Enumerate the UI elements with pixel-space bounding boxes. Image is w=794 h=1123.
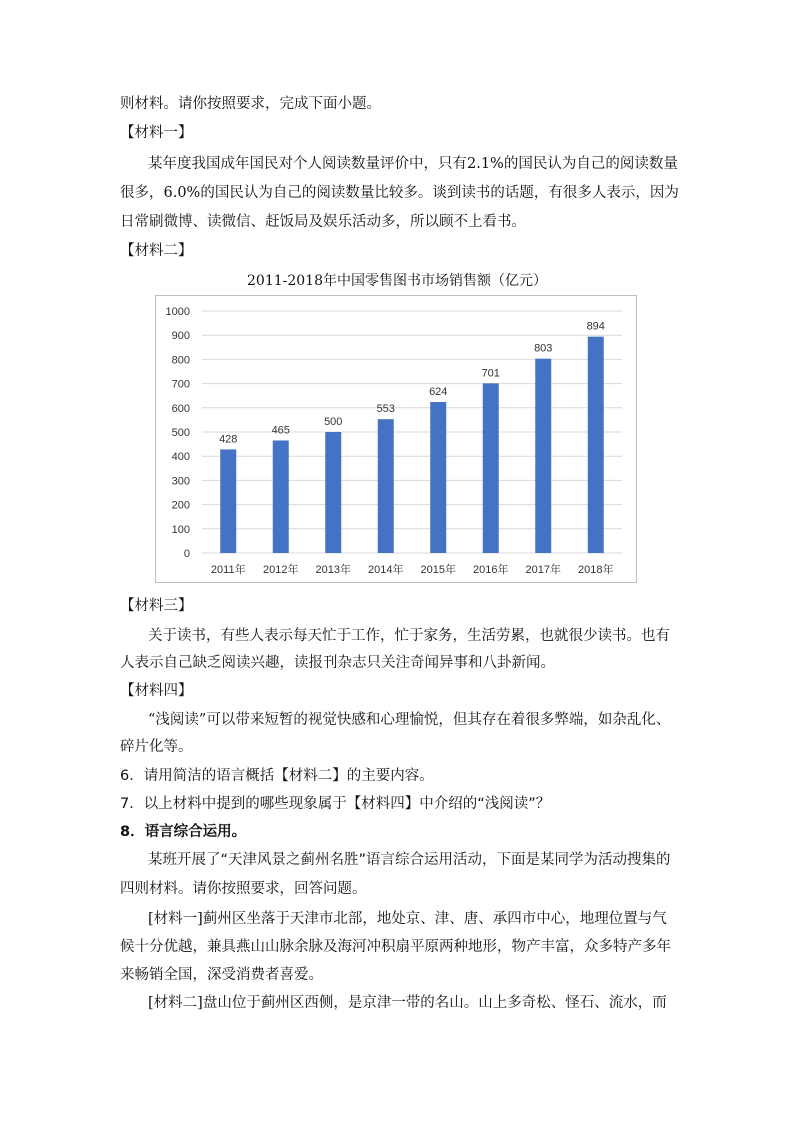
- question-8-intro-1: 某班开展了“天津风景之蓟州名胜”语言综合运用活动，下面是某同学为活动搜集的: [148, 852, 671, 868]
- x-tick-label: 2013年: [315, 564, 351, 576]
- y-tick-label: 800: [171, 354, 190, 367]
- data-label: 803: [534, 342, 553, 355]
- heading-material-4: 【材料四】: [120, 683, 193, 699]
- x-tick-label: 2018年: [578, 564, 614, 576]
- y-tick-label: 600: [171, 402, 190, 415]
- y-tick-label: 300: [171, 475, 190, 488]
- material-3-line-1: 关于读书，有些人表示每天忙于工作，忙于家务，生活劳累，也就很少读书。也有: [148, 628, 670, 644]
- bar: [535, 359, 551, 553]
- bar: [325, 432, 341, 553]
- bar-chart: [156, 296, 636, 582]
- data-label: 465: [271, 424, 290, 437]
- q8-material-1-line-3: 来畅销全国，深受消费者喜爱。: [120, 967, 323, 983]
- q8-material-1-line-2: 候十分优越，兼具燕山山脉余脉及海河冲积扇平原两种地形，物产丰富，众多特产多年: [120, 939, 671, 955]
- heading-material-3: 【材料三】: [120, 598, 193, 614]
- bar: [220, 449, 236, 553]
- data-label: 894: [586, 320, 605, 333]
- question-6: 6．请用简洁的语言概括【材料二】的主要内容。: [120, 768, 434, 784]
- material-1-line-1: 某年度我国成年国民对个人阅读数量评价中，只有2.1%的国民认为自己的阅读数量: [148, 156, 678, 172]
- question-8-intro-2: 四则材料。请你按照要求，回答问题。: [120, 881, 367, 897]
- material-4-line-1: “浅阅读”可以带来短暂的视觉快感和心理愉悦，但其存在着很多弊端，如杂乱化、: [148, 712, 671, 728]
- x-tick-label: 2017年: [525, 564, 561, 576]
- y-tick-label: 400: [171, 451, 190, 464]
- data-label: 624: [429, 385, 448, 398]
- heading-material-1: 【材料一】: [120, 125, 193, 141]
- heading-material-2: 【材料二】: [120, 243, 193, 259]
- q8-material-1-line-1: [材料一]蓟州区坐落于天津市北部，地处京、津、唐、承四市中心，地理位置与气: [148, 911, 667, 927]
- y-tick-label: 100: [171, 523, 190, 536]
- question-7: 7．以上材料中提到的哪些现象属于【材料四】中介绍的“浅阅读”？: [120, 796, 551, 812]
- material-1-line-3: 日常刷微博、读微信、赶饭局及娱乐活动多，所以顾不上看书。: [120, 214, 526, 230]
- y-tick-label: 1000: [165, 306, 190, 318]
- y-tick-label: 200: [171, 499, 190, 512]
- x-tick-label: 2014年: [368, 564, 404, 576]
- material-4-line-2: 碎片化等。: [120, 739, 193, 755]
- x-tick-label: 2015年: [420, 564, 456, 576]
- bar: [588, 337, 604, 553]
- bar: [483, 383, 499, 553]
- y-tick-label: 0: [183, 548, 190, 560]
- data-label: 553: [376, 403, 395, 416]
- bar: [430, 402, 446, 553]
- x-tick-label: 2012年: [263, 564, 299, 576]
- bar: [378, 419, 394, 553]
- chart-title: 2011-2018年中国零售图书市场销售额（亿元）: [247, 273, 547, 289]
- y-tick-label: 700: [171, 378, 190, 391]
- x-tick-label: 2011年: [210, 564, 246, 576]
- line-intro: 则材料。请你按照要求，完成下面小题。: [120, 96, 381, 112]
- data-label: 428: [219, 433, 238, 446]
- material-3-line-2: 人表示自己缺乏阅读兴趣，读报刊杂志只关注奇闻异事和八卦新闻。: [120, 655, 555, 671]
- y-tick-label: 500: [171, 427, 190, 439]
- material-1-line-2: 很多，6.0%的国民认为自己的阅读数量比较多。谈到读书的话题，有很多人表示，因为: [120, 185, 679, 201]
- chart-container: [155, 295, 637, 583]
- data-label: 701: [481, 367, 500, 380]
- y-tick-label: 900: [171, 330, 190, 343]
- data-label: 500: [324, 416, 343, 428]
- q8-material-2-line-1: [材料二]盘山位于蓟州区西侧，是京津一带的名山。山上多奇松、怪石、流水，而: [148, 995, 667, 1011]
- question-8: 8．语言综合运用。: [120, 824, 247, 840]
- x-tick-label: 2016年: [473, 564, 509, 576]
- bar: [273, 440, 289, 553]
